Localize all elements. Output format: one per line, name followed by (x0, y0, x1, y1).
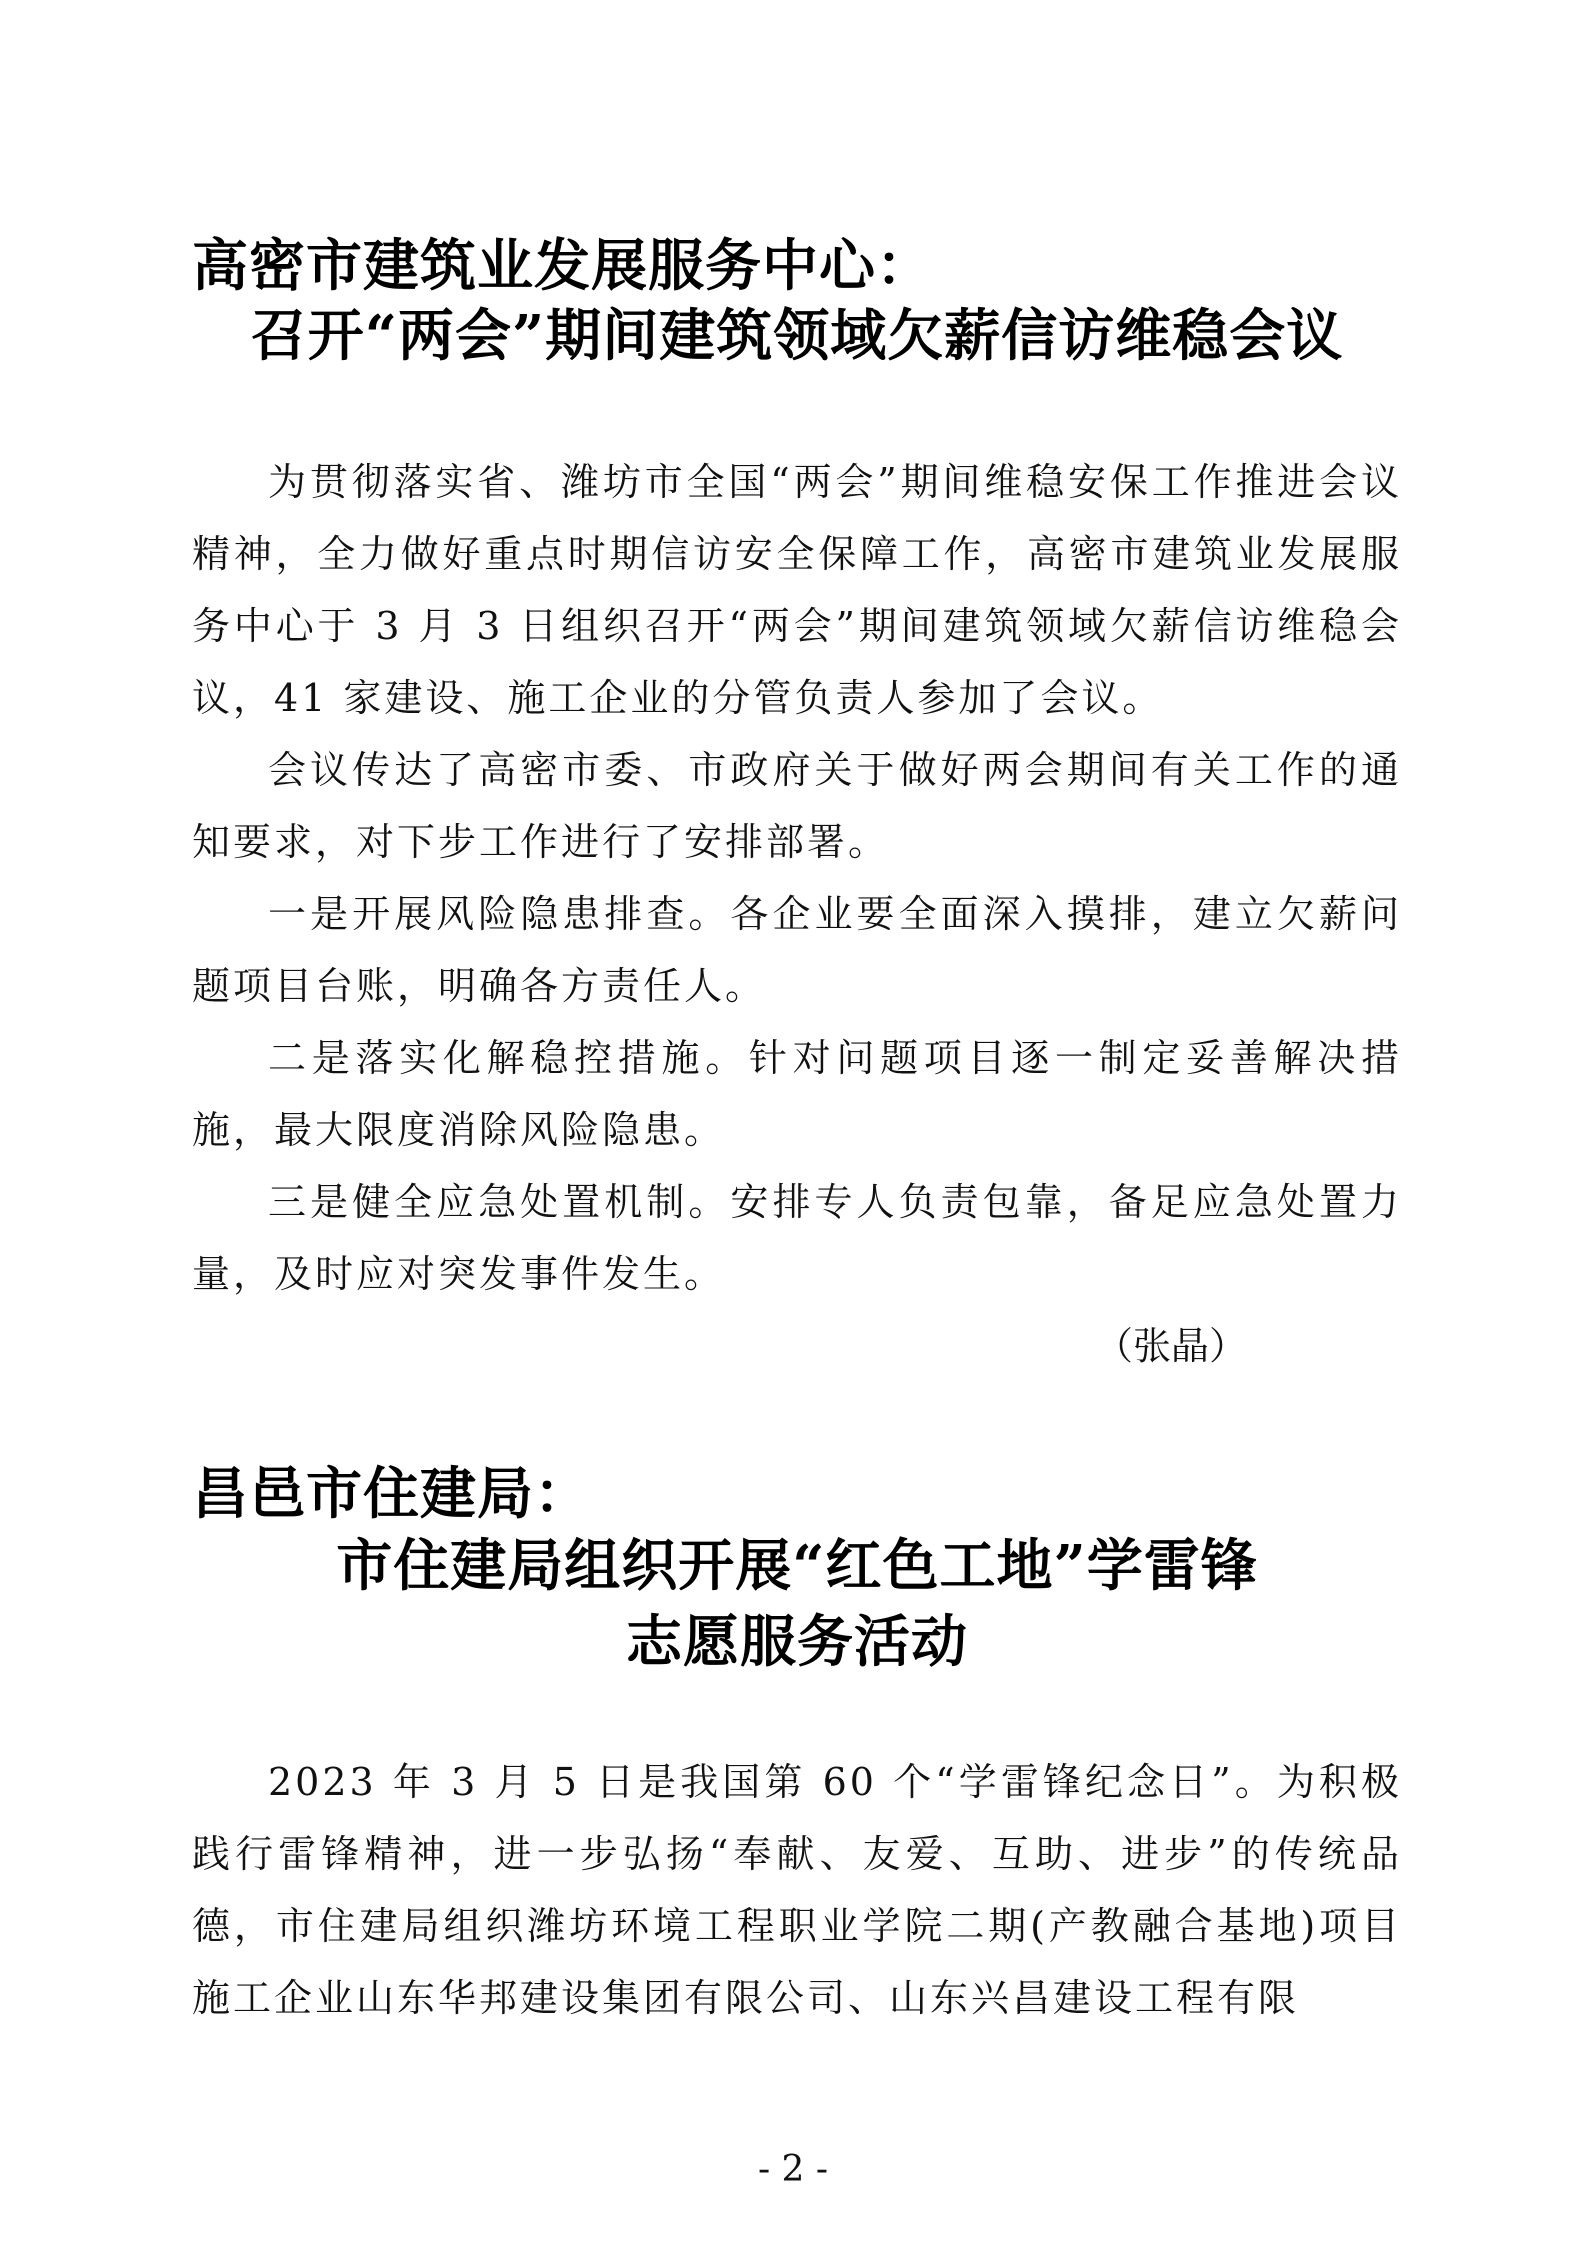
page-number: - 2 - (757, 2149, 829, 2190)
article1-paragraph: 三是健全应急处置机制。安排专人负责包靠，备足应急处置力量，及时应对突发事件发生。 (192, 1180, 1402, 1296)
article1-title: 召开“两会”期间建筑领域欠薪信访维稳会议 (250, 303, 1344, 369)
article2-paragraph: 2023 年 3 月 5 日是我国第 60 个“学雷锋纪念日”。为积极践行雷锋精神，进一步弘扬“奉献、友爱、互助、进步”的传统品德，市住建局组织潍坊环境工程职业学院二期(产教融合基地)项目施工企业山东华邦建设集团有限公司、山东兴昌建设工程有限 (192, 1760, 1402, 2020)
article2-title-line2: 志愿服务活动 (626, 1609, 968, 1675)
article1-paragraph: 为贯彻落实省、潍坊市全国“两会”期间维稳安保工作推进会议精神，全力做好重点时期信访安全保障工作，高密市建筑业发展服务中心于 3 月 3 日组织召开“两会”期间建筑领域欠薪信访维稳会议，41 家建设、施工企业的分管负责人参加了会议。 (192, 460, 1402, 720)
article1-source-heading: 高密市建筑业发展服务中心： (192, 233, 933, 299)
article2-source-heading: 昌邑市住建局： (192, 1461, 591, 1527)
article1-author-byline: （张晶） (1095, 1324, 1248, 1368)
article1-paragraph: 会议传达了高密市委、市政府关于做好两会期间有关工作的通知要求，对下步工作进行了安排部署。 (192, 748, 1402, 864)
article1-paragraph: 二是落实化解稳控措施。针对问题项目逐一制定妥善解决措施，最大限度消除风险隐患。 (192, 1036, 1402, 1152)
article1-paragraph: 一是开展风险隐患排查。各企业要全面深入摸排，建立欠薪问题项目台账，明确各方责任人。 (192, 892, 1402, 1008)
article2-title-line1: 市住建局组织开展“红色工地”学雷锋 (336, 1533, 1258, 1599)
